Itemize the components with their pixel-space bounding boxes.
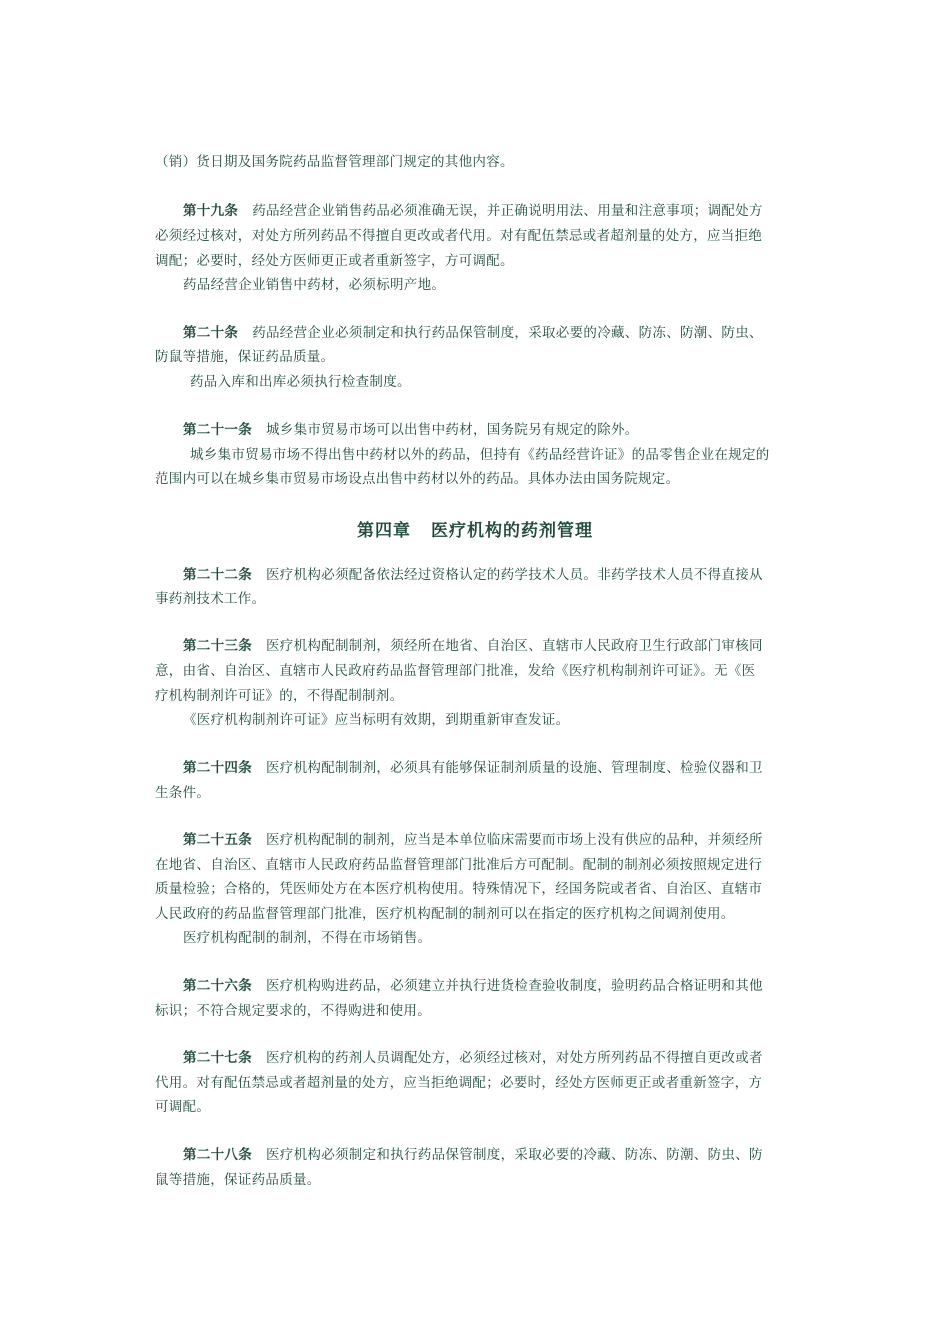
article-20 (183, 324, 763, 342)
text-line: 质量检验；合格的，凭医师处方在本医疗机构使用。特殊情况下，经国务院或者省、自治区、直辖市 (155, 881, 763, 897)
article-title: 第二十五条 (183, 832, 252, 848)
text-line: 城乡集市贸易市场不得出售中药材以外的药品，但持有《药品经营许证》的品零售企业在规定的 (190, 447, 770, 463)
article-title: 第二十二条 (183, 567, 252, 583)
text-line: 医疗机构配制的制剂，应当是本单位临床需要而市场上没有供应的品种，并须经所 (266, 832, 763, 848)
article-title: 第二十三条 (183, 638, 252, 654)
text-line: 医疗机构的药剂人员调配处方，必须经过核对，对处方所列药品不得擅自更改或者 (266, 1050, 763, 1066)
text-line: 代用。对有配伍禁忌或者超剂量的处方，应当拒绝调配；必要时，经处方医师更正或者重新签字，方 (155, 1075, 763, 1091)
article-19 (183, 202, 763, 220)
text-line: 药品经营企业销售中药材，必须标明产地。 (183, 277, 446, 293)
text-line: 药品经营企业必须制定和执行药品保管制度，采取必要的冷藏、防冻、防潮、防虫、 (252, 325, 763, 341)
text-line: 事药剂技术工作。 (155, 591, 266, 607)
text-line: 意，由省、自治区、直辖市人民政府药品监督管理部门批准，发给《医疗机构制剂许可证》。无《医 (155, 663, 756, 679)
text-line: 药品入库和出库必须执行检查制度。 (190, 374, 411, 390)
article-28 (183, 1146, 763, 1164)
text-line: 医疗机构配制制剂，必须具有能够保证制剂质量的设施、管理制度、检验仪器和卫 (266, 760, 763, 776)
text-line: 可调配。 (155, 1099, 211, 1115)
chapter-title: 医疗机构的药剂管理 (431, 521, 593, 541)
article-title: 第十九条 (183, 203, 239, 219)
text-line: 鼠等措施，保证药品质量。 (155, 1172, 321, 1188)
text-line: 人民政府的药品监督管理部门批准，医疗机构配制的制剂可以在指定的医疗机构之间调剂使用。 (155, 906, 735, 922)
text-line: 医疗机构必须配备依法经过资格认定的药学技术人员。非药学技术人员不得直接从 (266, 567, 763, 583)
text-line: 标识；不符合规定要求的，不得购进和使用。 (155, 1003, 431, 1019)
text-line: 范围内可以在城乡集市贸易市场设点出售中药材以外的药品。具体办法由国务院规定。 (155, 471, 680, 487)
text-line: 防鼠等措施，保证药品质量。 (155, 349, 335, 365)
article-22 (183, 566, 763, 584)
article-26 (183, 977, 763, 995)
article-title: 第二十条 (183, 325, 239, 341)
text-line: 医疗机构配制制剂，须经所在地省、自治区、直辖市人民政府卫生行政部门审核同 (266, 638, 763, 654)
text-line: 医疗机构购进药品，必须建立并执行进货检查验收制度，验明药品合格证明和其他 (266, 978, 763, 994)
text-line: 《医疗机构制剂许可证》应当标明有效期，到期重新审查发证。 (183, 712, 570, 728)
text-line: 医疗机构必须制定和执行药品保管制度，采取必要的冷藏、防冻、防潮、防虫、防 (266, 1147, 763, 1163)
text-line: 在地省、自治区、直辖市人民政府药品监督管理部门批准后方可配制。配制的制剂必须按照规定进行 (155, 857, 763, 873)
text-line: 调配；必要时，经处方医师更正或者重新签字，方可调配。 (155, 253, 514, 269)
article-title: 第二十八条 (183, 1147, 252, 1163)
article-title: 第二十六条 (183, 978, 252, 994)
text-line: （销）货日期及国务院药品监督管理部门规定的其他内容。 (155, 154, 514, 170)
article-21 (183, 421, 639, 439)
chapter-number: 第四章 (357, 521, 411, 541)
article-title: 第二十四条 (183, 760, 252, 776)
article-24 (183, 759, 763, 777)
article-23 (183, 637, 763, 655)
article-25 (183, 831, 763, 849)
text-line: 必须经过核对，对处方所列药品不得擅自更改或者代用。对有配伍禁忌或者超剂量的处方，应当拒绝 (155, 228, 763, 244)
text-line: 疗机构制剂许可证》的，不得配制制剂。 (155, 688, 404, 704)
text-line: 城乡集市贸易市场可以出售中药材，国务院另有规定的除外。 (266, 422, 639, 438)
chapter-heading (0, 516, 950, 541)
text-line: 生条件。 (155, 785, 211, 801)
article-title: 第二十七条 (183, 1050, 252, 1066)
text-line: 医疗机构配制的制剂，不得在市场销售。 (183, 930, 432, 946)
article-title: 第二十一条 (183, 422, 252, 438)
text-line: 药品经营企业销售药品必须准确无误，并正确说明用法、用量和注意事项；调配处方 (252, 203, 763, 219)
article-27 (183, 1049, 763, 1067)
